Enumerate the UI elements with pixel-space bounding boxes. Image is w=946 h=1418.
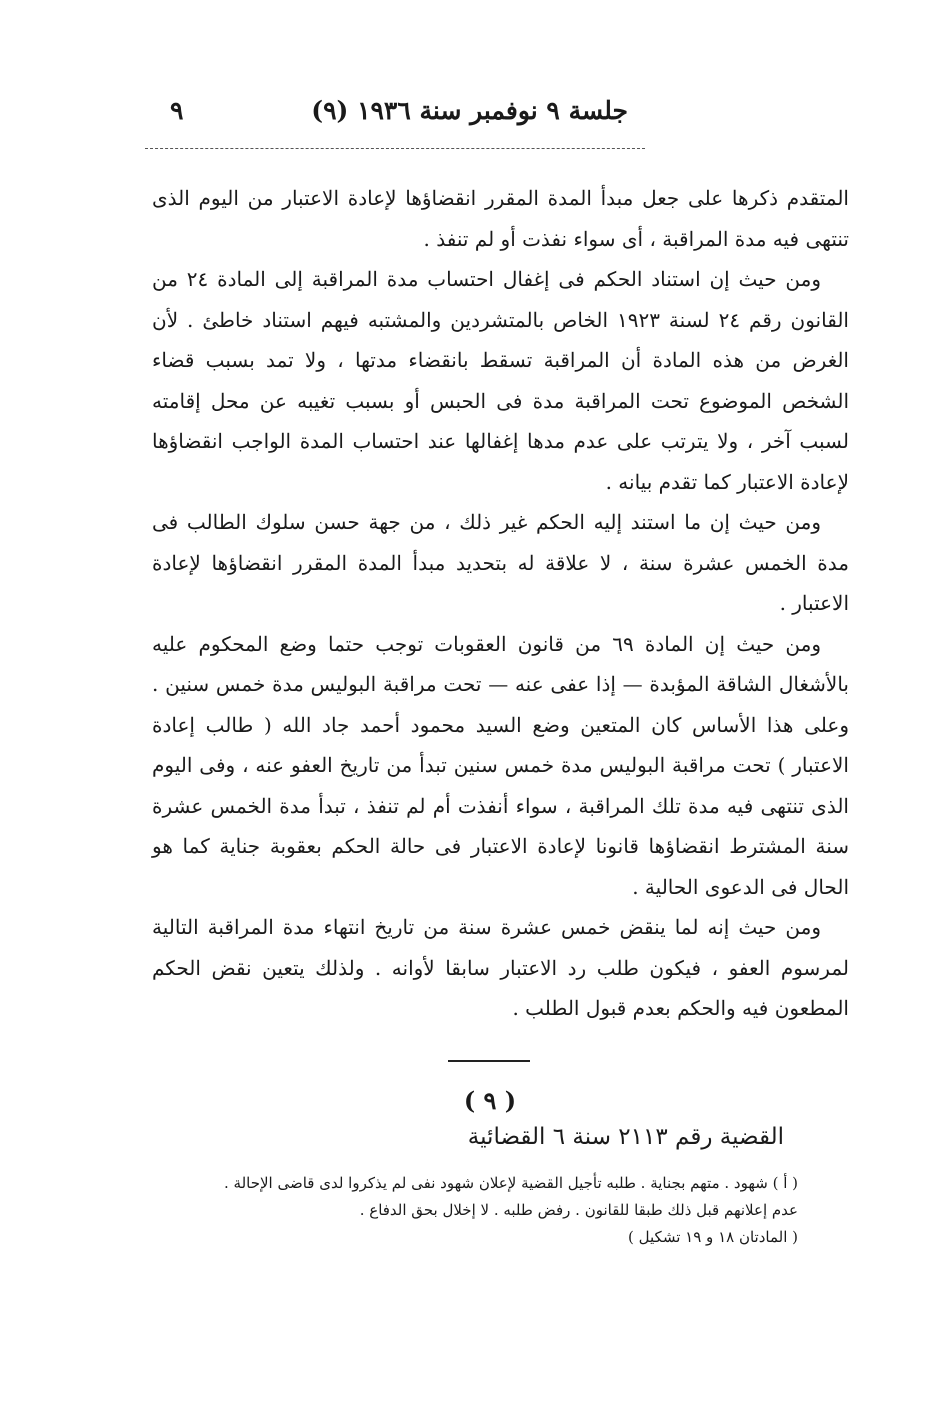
header-divider bbox=[145, 148, 645, 149]
page-header bbox=[160, 96, 640, 140]
footnote-line: عدم إعلانهم قبل ذلك طبقا للقانون . رفض طلبه . لا إخلال بحق الدفاع . bbox=[359, 1201, 798, 1219]
footnote bbox=[150, 1170, 798, 1251]
header-title: جلسة ٩ نوفمبر سنة ١٩٣٦ (٩) bbox=[311, 96, 628, 125]
footnote-line: ( المادتان ١٨ و ١٩ تشكيل ) bbox=[628, 1228, 798, 1246]
paragraph: ومن حيث إنه لما ينقض خمس عشرة سنة من تاريخ انتهاء مدة المراقبة التالية لمرسوم العفو ، فيكون طلب رد الاعتبار سابقا لأوانه . ولذلك يتعين نقض الحكم المطعون فيه والحكم بعدم قبول الطلب . bbox=[152, 915, 849, 1020]
case-title: القضية رقم ٢١١٣ سنة ٦ القضائية bbox=[467, 1124, 784, 1150]
paragraph: ومن حيث إن استناد الحكم فى إغفال احتساب مدة المراقبة إلى المادة ٢٤ من القانون رقم ٢٤ لسنة ١٩٢٣ الخاص بالمتشردين والمشتبه فيهم استناد خاطئ . لأن الغرض من هذه المادة أن المراقبة تسقط بانقضاء مدتها ، ولا تمد بسبب قضاء الشخص الموضوع تحت المراقبة مدة فى الحبس أو بسبب تغيبه عن محل إقامته لسبب آخر ، ولا يترتب على عدم مدها إغفالها عند احتساب المدة الواجب انقضاؤها لإعادة الاعتبار كما تقدم بيانه . bbox=[152, 267, 849, 494]
case-number: ( ٩ ) bbox=[463, 1086, 517, 1115]
paragraph: ومن حيث إن المادة ٦٩ من قانون العقوبات توجب حتما وضع المحكوم عليه بالأشغال الشاقة المؤبدة — إذا عفى عنه — تحت مراقبة البوليس مدة خمس سنين . وعلى هذا الأساس كان المتعين وضع السيد محمود أحمد جاد الله ( طالب إعادة الاعتبار ) تحت مراقبة البوليس مدة خمس سنين تبدأ من تاريخ العفو عنه ، وفى اليوم الذى تنتهى فيه مدة تلك المراقبة ، سواء أنفذت أم لم تنفذ ، تبدأ مدة الخمس عشرة سنة المشترط انقضاؤها قانونا لإعادة الاعتبار فى حالة الحكم بعقوبة جناية كما هو الحال فى الدعوى الحالية . bbox=[152, 631, 849, 899]
paragraph: ومن حيث إن ما استند إليه الحكم غير ذلك ، من جهة حسن سلوك الطالب فى مدة الخمس عشرة سنة ، لا علاقة له بتحديد مبدأ المدة المقرر انقضاؤها لإعادة الاعتبار . bbox=[152, 510, 849, 615]
section-divider bbox=[448, 1060, 530, 1062]
paragraph: المتقدم ذكرها على جعل مبدأ المدة المقرر انقضاؤها لإعادة الاعتبار من اليوم الذى تنتهى فيه مدة المراقبة ، أى سواء نفذت أو لم تنفذ . bbox=[152, 186, 849, 251]
page-number: ٩ bbox=[170, 96, 184, 125]
body-text bbox=[152, 178, 849, 1029]
footnote-line: ( أ ) شهود . متهم بجناية . طلبه تأجيل القضية لإعلان شهود نفى لم يذكروا لدى قاضى الإحالة . bbox=[223, 1174, 798, 1192]
